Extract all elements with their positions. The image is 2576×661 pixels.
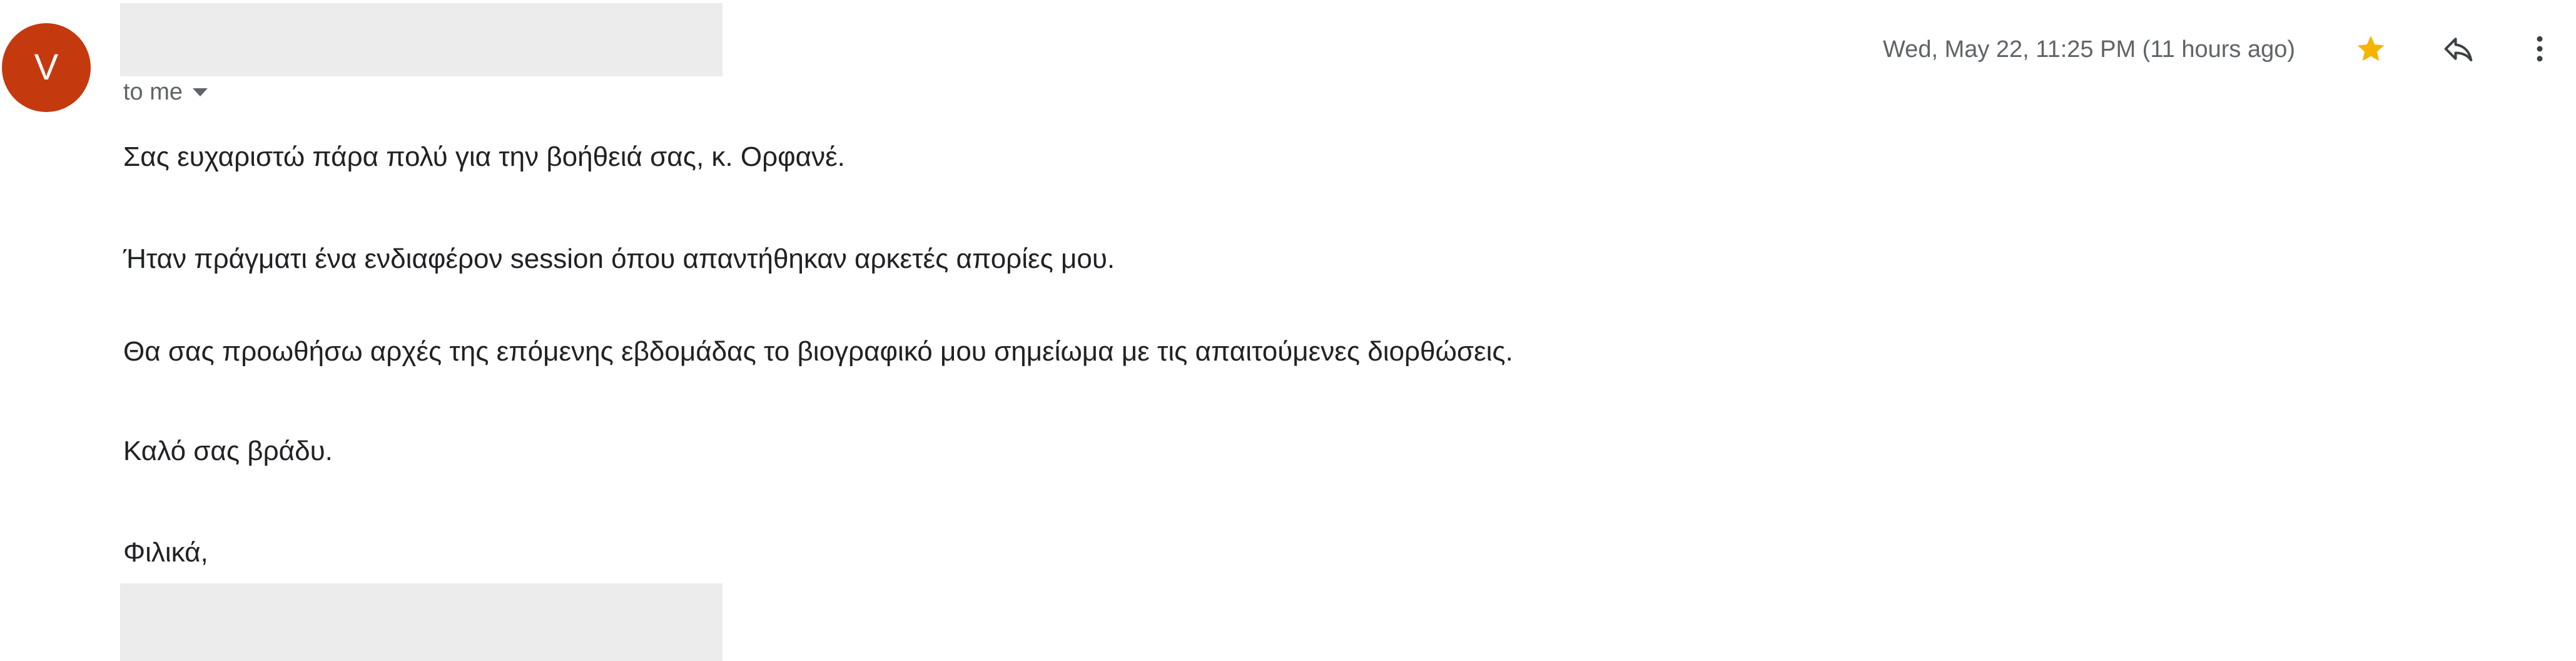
message-line: Φιλικά, (123, 537, 208, 568)
sender-avatar[interactable]: V (2, 23, 91, 112)
star-button[interactable] (2346, 24, 2396, 74)
recipient-label: to me (123, 78, 183, 105)
more-options-button[interactable] (2515, 24, 2565, 74)
reply-button[interactable] (2433, 24, 2483, 74)
message-line: Σας ευχαριστώ πάρα πολύ για την βοήθειά σας, κ. Ορφανέ. (123, 141, 845, 172)
redacted-signature (120, 583, 723, 661)
message-date: Wed, May 22, 11:25 PM (11 hours ago) (1883, 36, 2296, 63)
recipient-details-toggle[interactable] (123, 78, 208, 106)
message-line: Καλό σας βράδυ. (123, 436, 333, 466)
message-line: Θα σας προωθήσω αρχές της επόμενης εβδομάδας το βιογραφικό μου σημείωμα με τις απαιτούμενες διορθώσεις. (123, 336, 1513, 367)
more-vert-icon (2523, 32, 2557, 66)
redacted-sender-name (120, 3, 723, 76)
star-icon (2355, 33, 2387, 65)
chevron-down-icon[interactable] (193, 88, 208, 96)
message-line: Ήταν πράγματι ένα ενδιαφέρον session όπου απαντήθηκαν αρκετές απορίες μου. (123, 243, 1115, 274)
reply-icon (2442, 32, 2475, 66)
